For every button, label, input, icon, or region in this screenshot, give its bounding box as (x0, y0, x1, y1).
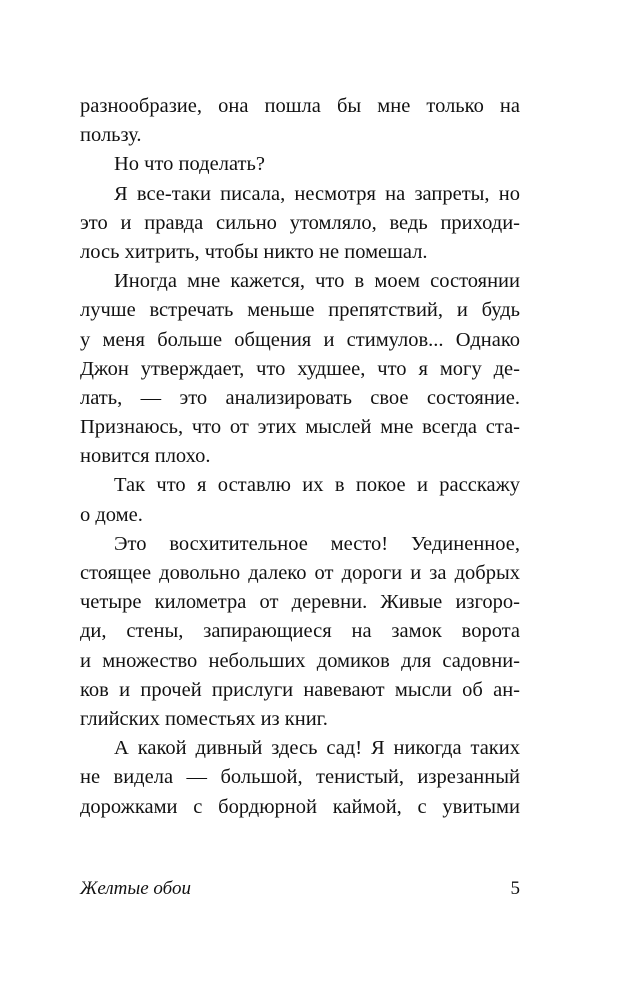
text-line: Джон утверждает, что худшее, что я могу де- (80, 357, 520, 380)
text-line: пользу. (80, 124, 142, 147)
text-line: лось хитрить, чтобы никто не помешал. (80, 240, 428, 263)
text-line: А какой дивный здесь сад! Я никогда таких (114, 737, 520, 760)
page-number: 5 (510, 878, 520, 899)
text-line: Это восхитительное место! Уединенное, (114, 532, 520, 555)
text-line: Но что поделать? (114, 153, 265, 176)
text-line: о доме. (80, 503, 143, 526)
text-line: стоящее довольно далеко от дороги и за добрых (80, 562, 520, 584)
text-line: и множество небольших домиков для садовни- (80, 649, 520, 672)
running-title: Желтые обои (80, 878, 191, 899)
page-footer (80, 874, 520, 904)
text-line: ков и прочей прислуги навевают мысли об ан- (80, 678, 520, 701)
text-line: Признаюсь, что от этих мыслей мне всегда ста- (80, 416, 520, 439)
text-line: Я все-таки писала, несмотря на запреты, но (114, 182, 520, 205)
text-line: дорожками с бордюрной каймой, с увитыми (80, 795, 520, 818)
body-text (80, 92, 520, 822)
text-line: лать, — это анализировать свое состояние. (80, 386, 520, 409)
text-line: четыре километра от деревни. Живые изгоро- (80, 591, 520, 614)
text-line: новится плохо. (80, 445, 211, 468)
text-line: глийских поместьях из книг. (80, 707, 328, 730)
text-line: это и правда сильно утомляло, ведь приходи- (80, 211, 520, 234)
text-line: ди, стены, запирающиеся на замок ворота (80, 620, 520, 643)
text-line: лучше встречать меньше препятствий, и будь (80, 299, 520, 322)
text-line: Иногда мне кажется, что в моем состоянии (114, 270, 520, 293)
text-line: Так что я оставлю их в покое и расскажу (114, 474, 520, 497)
text-line: разнообразие, она пошла бы мне только на (80, 95, 520, 117)
text-line: не видела — большой, тенистый, изрезанный (80, 766, 520, 789)
text-line: у меня больше общения и стимулов... Однако (80, 328, 520, 351)
